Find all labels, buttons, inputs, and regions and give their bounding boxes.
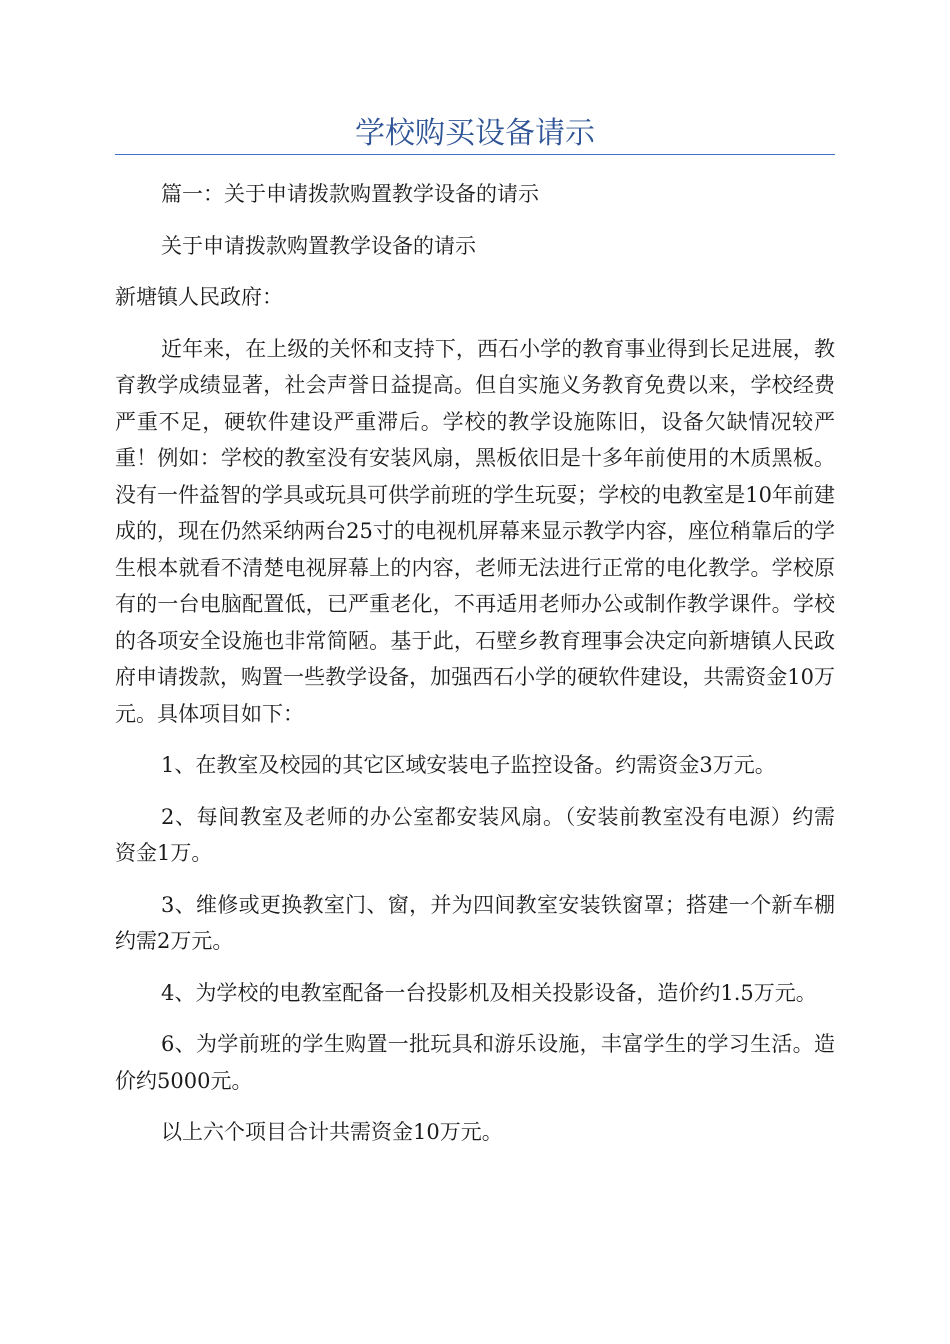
document-body [115, 176, 835, 1166]
list-item: 2、每间教室及老师的办公室都安装风扇。（安装前教室没有电源）约需资金1万。 [115, 804, 835, 865]
salutation: 新塘镇人民政府： [115, 285, 283, 309]
main-paragraph: 近年来，在上级的关怀和支持下，西石小学的教育事业得到长足进展，教育教学成绩显著，社会声誉日益提高。但自实施义务教育免费以来，学校经费严重不足，硬软件建设严重滞后。学校的教学设施陈旧，设备欠缺情况较严重！例如：学校的教室没有安装风扇，黑板依旧是十多年前使用的木质黑板。没有一件益智的学具或玩具可供学前班的学生玩耍；学校的电教室是10年前建成的，现在仍然采纳两台25寸的电视机屏幕来显示教学内容，座位稍靠后的学生根本就看不清楚电视屏幕上的内容，老师无法进行正常的电化教学。学校原有的一台电脑配置低，已严重老化，不再适用老师办公或制作教学课件。学校的各项安全设施也非常简陋。基于此，石壁乡教育理事会决定向新塘镇人民政府申请拨款，购置一些教学设备，加强西石小学的硬软件建设，共需资金10万元。具体项目如下： [115, 336, 835, 726]
request-heading: 关于申请拨款购置教学设备的请示 [161, 233, 476, 258]
list-item: 3、维修或更换教室门、窗，并为四间教室安装铁窗罩；搭建一个新车棚约需2万元。 [115, 892, 835, 953]
summary-line: 以上六个项目合计共需资金10万元。 [161, 1120, 503, 1144]
title-underline [115, 154, 835, 155]
part-heading: 篇一：关于申请拨款购置教学设备的请示 [161, 182, 539, 206]
document-title: 学校购买设备请示 [355, 116, 595, 151]
list-item: 4、为学校的电教室配备一台投影机及相关投影设备，造价约1.5万元。 [161, 980, 817, 1005]
list-item: 6、为学前班的学生购置一批玩具和游乐设施，丰富学生的学习生活。造价约5000元。 [115, 1032, 835, 1093]
list-item: 1、在教室及校园的其它区域安装电子监控设备。约需资金3万元。 [161, 753, 776, 777]
